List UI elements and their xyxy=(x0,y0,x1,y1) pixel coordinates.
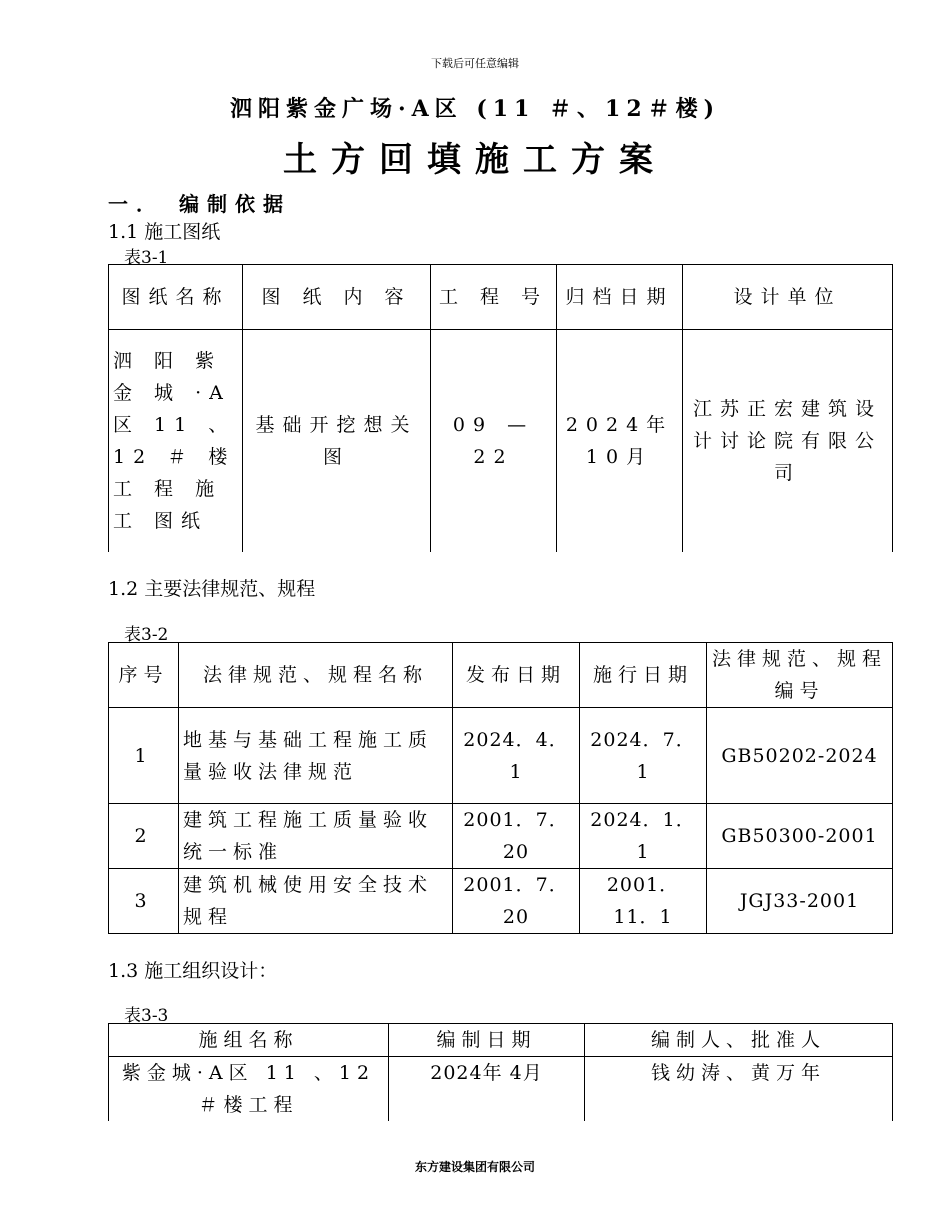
table-cell: 1 xyxy=(109,708,179,804)
header-cell: 编制日期 xyxy=(389,1024,585,1057)
table-cell: 3 xyxy=(109,869,179,934)
table-cell: GB50202-2024 xyxy=(707,708,893,804)
table-3-3 xyxy=(108,1023,893,1121)
table-cell: 2024．1．1 xyxy=(580,804,707,869)
table-3-1-caption: 表3-1 xyxy=(124,248,169,268)
table-header-row xyxy=(109,643,893,708)
table-3-3-caption: 表3-3 xyxy=(124,1006,169,1026)
table-cell: 建筑机械使用安全技术规程 xyxy=(179,869,453,934)
table-cell: 基础开挖想关图 xyxy=(243,330,431,552)
table-row xyxy=(109,330,893,552)
table-header-row xyxy=(109,265,893,330)
table-cell: 2001．7．20 xyxy=(453,869,580,934)
header-note: 下载后可任意编辑 xyxy=(431,57,519,70)
table-3-2 xyxy=(108,642,893,934)
table-3-2-caption: 表3-2 xyxy=(124,625,169,645)
table-row xyxy=(109,869,893,934)
header-cell: 归档日期 xyxy=(557,265,683,330)
header-cell: 施行日期 xyxy=(580,643,707,708)
header-cell: 设计单位 xyxy=(683,265,893,330)
table-row xyxy=(109,1057,893,1122)
table-cell: 2001．11．1 xyxy=(580,869,707,934)
document-title-line2: 土方回填施工方案 xyxy=(283,140,667,180)
table-cell: 2001．7．20 xyxy=(453,804,580,869)
header-cell: 发布日期 xyxy=(453,643,580,708)
table-cell: 2024．4．1 xyxy=(453,708,580,804)
table-row xyxy=(109,804,893,869)
header-cell: 序号 xyxy=(109,643,179,708)
table-cell: 09 — 22 xyxy=(431,330,557,552)
table-3-1 xyxy=(108,264,893,552)
table-cell: 泗 阳 紫 金 城 ·A 区 11 、 12 ＃ 楼 工 程 施 工 图纸 xyxy=(109,330,243,552)
table-row xyxy=(109,708,893,804)
header-cell: 施组名称 xyxy=(109,1024,389,1057)
subsection-1-2-heading: 1.2 主要法律规范、规程 xyxy=(108,578,316,600)
table-cell: 江苏正宏建筑设计讨论院有限公司 xyxy=(683,330,893,552)
section-heading: 一． 编制依据 xyxy=(108,192,291,216)
table-cell: 紫金城·A区 11 、12 ＃楼工程 xyxy=(109,1057,389,1122)
table-cell: JGJ33-2001 xyxy=(707,869,893,934)
table-cell: 2 xyxy=(109,804,179,869)
header-cell: 编制人、批准人 xyxy=(585,1024,893,1057)
table-header-row xyxy=(109,1024,893,1057)
header-cell: 图纸名称 xyxy=(109,265,243,330)
subsection-1-3-heading: 1.3 施工组织设计： xyxy=(108,960,278,982)
header-cell: 法律规范、规程编号 xyxy=(707,643,893,708)
table-cell: GB50300-2001 xyxy=(707,804,893,869)
table-cell: 2024年 4月 xyxy=(389,1057,585,1122)
table-cell: 2024．7．1 xyxy=(580,708,707,804)
header-cell: 法律规范、规程名称 xyxy=(179,643,453,708)
table-cell: 建筑工程施工质量验收统一标准 xyxy=(179,804,453,869)
table-cell: 钱幼涛、黄万年 xyxy=(585,1057,893,1122)
header-cell: 工 程 号 xyxy=(431,265,557,330)
table-cell: 地基与基础工程施工质量验收法律规范 xyxy=(179,708,453,804)
subsection-1-1-heading: 1.1 施工图纸 xyxy=(108,221,221,243)
header-cell: 图 纸 内 容 xyxy=(243,265,431,330)
table-cell: 2024年 10月 xyxy=(557,330,683,552)
document-title-line1: 泗阳紫金广场·A区 (11 ＃、12＃楼) xyxy=(229,96,721,122)
footer-company: 东方建设集团有限公司 xyxy=(414,1160,535,1174)
